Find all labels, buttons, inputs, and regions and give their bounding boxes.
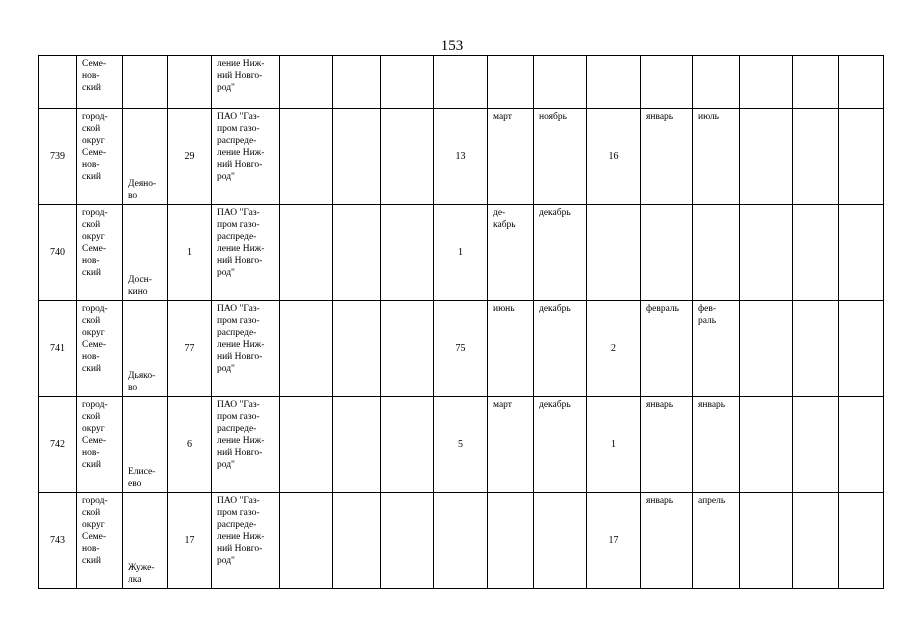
count-b-cell: 17 <box>587 493 641 589</box>
row-number: 741 <box>39 301 77 397</box>
district-cell: город- ской округ Семе- нов- ский <box>77 493 123 589</box>
month-end-a-cell <box>534 493 587 589</box>
count-total-cell: 17 <box>168 493 212 589</box>
count-a-cell: 75 <box>434 301 488 397</box>
operator-cell: ПАО "Газ- пром газо- распреде- ление Ниж- ний Новго- род" <box>212 493 280 589</box>
operator-cell: ление Ниж- ний Новго- род" <box>212 56 280 109</box>
district-cell: город- ской округ Семе- нов- ский <box>77 397 123 493</box>
row-number: 743 <box>39 493 77 589</box>
month-end-b-cell: январь <box>693 397 740 493</box>
table-row <box>39 109 884 205</box>
table-row-continuation <box>39 56 884 109</box>
district-cell: город- ской округ Семе- нов- ский <box>77 301 123 397</box>
operator-cell: ПАО "Газ- пром газо- распреде- ление Ниж- ний Новго- род" <box>212 397 280 493</box>
month-end-b-cell: апрель <box>693 493 740 589</box>
month-end-a-cell: ноябрь <box>534 109 587 205</box>
locality-cell: Досн- кино <box>128 275 152 297</box>
row-number: 740 <box>39 205 77 301</box>
table-row <box>39 301 884 397</box>
locality-cell: Елисе- ево <box>128 467 156 489</box>
district-cell: Семе- нов- ский <box>77 56 123 109</box>
schedule-table <box>38 55 884 589</box>
count-a-cell: 1 <box>434 205 488 301</box>
month-start-a-cell: де- кабрь <box>488 205 534 301</box>
count-a-cell: 5 <box>434 397 488 493</box>
locality-cell: Дьяко- во <box>128 371 156 393</box>
month-end-b-cell: июль <box>693 109 740 205</box>
count-total-cell: 6 <box>168 397 212 493</box>
row-number: 739 <box>39 109 77 205</box>
count-b-cell <box>587 205 641 301</box>
locality-cell: Деяно- во <box>128 179 157 201</box>
count-total-cell: 1 <box>168 205 212 301</box>
district-cell: город- ской округ Семе- нов- ский <box>77 109 123 205</box>
month-start-a-cell: март <box>488 397 534 493</box>
operator-cell: ПАО "Газ- пром газо- распреде- ление Ниж- ний Новго- род" <box>212 109 280 205</box>
locality-cell: Жуже- лка <box>128 563 155 585</box>
row-number: 742 <box>39 397 77 493</box>
month-start-b-cell <box>641 205 693 301</box>
month-start-a-cell <box>488 493 534 589</box>
month-start-b-cell: январь <box>641 109 693 205</box>
month-start-b-cell: январь <box>641 397 693 493</box>
count-total-cell: 29 <box>168 109 212 205</box>
count-b-cell: 16 <box>587 109 641 205</box>
month-start-a-cell: июнь <box>488 301 534 397</box>
operator-cell: ПАО "Газ- пром газо- распреде- ление Ниж- ний Новго- род" <box>212 205 280 301</box>
month-end-b-cell: фев- раль <box>693 301 740 397</box>
table-row <box>39 397 884 493</box>
month-end-a-cell: декабрь <box>534 205 587 301</box>
month-end-b-cell <box>693 205 740 301</box>
count-b-cell: 1 <box>587 397 641 493</box>
page-number: 153 <box>440 38 464 54</box>
month-end-a-cell: декабрь <box>534 397 587 493</box>
month-start-b-cell: январь <box>641 493 693 589</box>
operator-cell: ПАО "Газ- пром газо- распреде- ление Ниж- ний Новго- род" <box>212 301 280 397</box>
table-row <box>39 205 884 301</box>
table-row <box>39 493 884 589</box>
month-start-a-cell: март <box>488 109 534 205</box>
count-total-cell: 77 <box>168 301 212 397</box>
month-start-b-cell: февраль <box>641 301 693 397</box>
count-a-cell: 13 <box>434 109 488 205</box>
count-a-cell <box>434 493 488 589</box>
count-b-cell: 2 <box>587 301 641 397</box>
month-end-a-cell: декабрь <box>534 301 587 397</box>
district-cell: город- ской округ Семе- нов- ский <box>77 205 123 301</box>
